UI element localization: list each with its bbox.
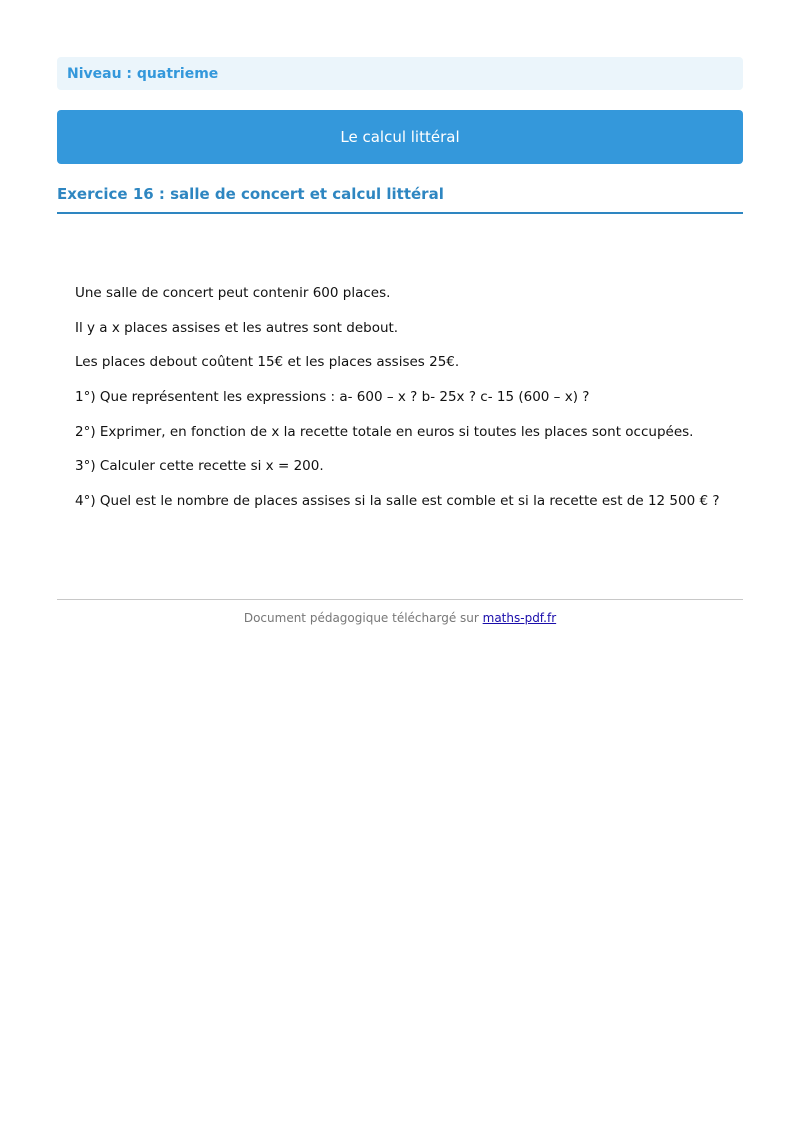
question-2: 2°) Exprimer, en fonction de x la recette totale en euros si toutes les places sont occupées. (75, 423, 694, 440)
question-4: 4°) Quel est le nombre de places assises si la salle est comble et si la recette est de 12 500 € ? (75, 493, 720, 510)
statement-line: Les places debout coûtent 15€ et les places assises 25€. (75, 354, 460, 371)
statement-line: Il y a x places assises et les autres sont debout. (75, 319, 399, 336)
footer-text: Document pédagogique téléchargé sur (243, 611, 483, 625)
level-box (57, 57, 743, 90)
footer-divider (57, 599, 743, 600)
question-1: 1°) Que représentent les expressions : a- 600 – x ? b- 25x ? c- 15 (600 – x) ? (75, 389, 590, 406)
chapter-title: Le calcul littéral (340, 128, 460, 146)
exercise-header (57, 184, 743, 214)
exercise-statement (75, 282, 743, 525)
level-label: Niveau : quatrieme (67, 65, 219, 82)
chapter-banner (57, 110, 743, 164)
footer (57, 611, 743, 625)
exercise-title: Exercice 16 : salle de concert et calcul littéral (57, 185, 444, 203)
question-3: 3°) Calculer cette recette si x = 200. (75, 458, 324, 475)
footer-site-link[interactable]: maths-pdf.fr (482, 611, 557, 625)
statement-line: Une salle de concert peut contenir 600 places. (75, 285, 391, 301)
